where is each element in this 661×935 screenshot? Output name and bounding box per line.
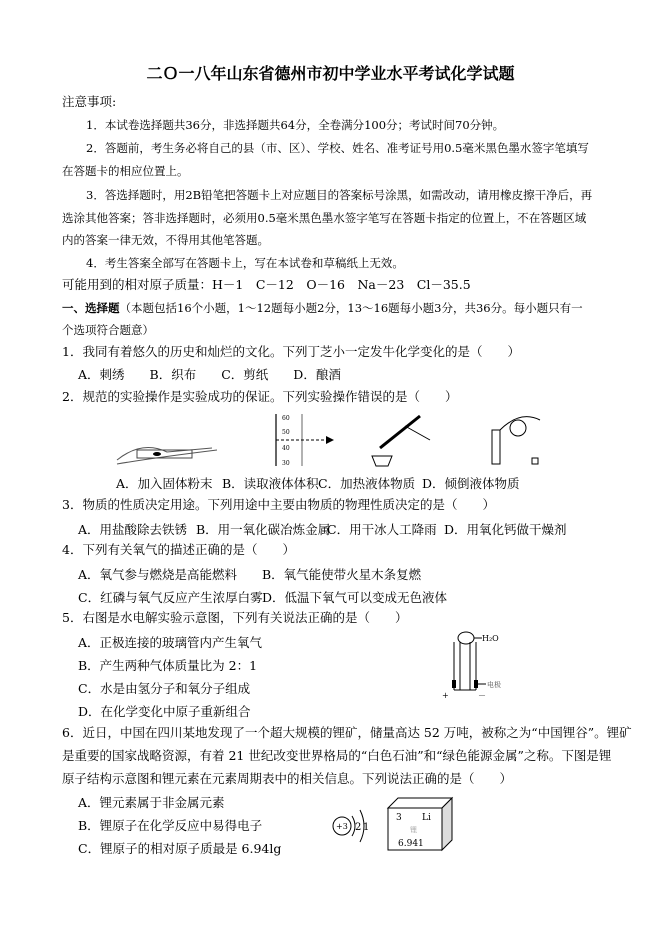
option: C．红磷与氧气反应产生浓厚白雾 [78,590,263,605]
section-heading [62,300,583,316]
plus-label: + [442,691,449,700]
page-title: 二Ｏ一八年山东省德州市初中学业水平考试化学试题 [146,64,515,83]
electrode-label: 电极 [487,681,501,689]
section-desc-cont: 个选项符合题意） [62,323,154,337]
q3-stem: 3．物质的性质决定用途。下列用途中主要由物质的物理性质决定的是（ ） [62,497,495,512]
q2-option: A．加入固体粉末 [116,476,213,491]
notice-item: 2．答题前，考生务必将自己的县（市、区）、学校、姓名、准考证号用0.5毫米黑色墨水签字笔填写 [86,141,589,155]
pouring-liquid-figure [470,410,550,468]
element-symbol: Li [422,813,431,823]
notice-item: 1．本试卷选择题共36分，非选择题共64分，全卷满分100分；考试时间70分钟。 [86,118,505,132]
cylinder-reading-figure [264,412,344,468]
option: D．酿酒 [293,367,341,382]
notice-item: 3．答选择题时，用2B铅笔把答题卡上对应题目的答案标号涂黑，如需改动，请用橡皮擦干净后，再 [86,188,593,202]
q5-stem: 5．右图是水电解实验示意图，下列有关说法正确的是（ ） [62,610,408,625]
option: B．锂原子在化学反应中易得电子 [78,818,263,833]
tick-label: 50 [282,429,290,436]
q2-option: B．读取液体体积 [222,476,319,491]
heating-liquid-figure [360,412,440,468]
option: B．产生两种气体质量比为 2：1 [78,658,258,673]
notice-item: 4．考生答案全部写在答题卡上，写在本试卷和草稿纸上无效。 [86,256,404,270]
option: A．用盐酸除去铁锈 [78,522,188,537]
h2o-label: H₂O [482,634,499,643]
option: A．氧气参与燃烧是高能燃料 [78,567,238,582]
q1-options [78,367,341,383]
q2-stem: 2．规范的实验操作是实验成功的保证。下列实验操作错误的是（ ） [62,389,458,404]
q2-option: C．加热液体物质 [318,476,416,491]
shell-electrons: 1 [363,822,370,833]
q2-option: D．倾倒液体物质 [422,476,520,491]
q6-stem: 原子结构示意图和锂元素在元素周期表中的相关信息。下列说法正确的是（ ） [62,771,513,786]
notice-item: 选涂其他答案；答非选择题时，必须用0.5毫米黑色墨水签字笔写在答题卡指定的位置上，不在答题区域 [62,211,587,225]
option: C．用干冰人工降雨 [327,522,437,537]
tick-label: 40 [282,445,290,452]
option: A．锂元素属于非金属元素 [78,795,225,810]
q1-stem: 1．我同有着悠久的历史和灿烂的文化。下列丁芝小一定发牛化学变化的是（ ） [62,344,520,359]
section-label: 一、选择题 [62,301,120,315]
notice-item: 在答题卡的相应位置上。 [62,164,189,178]
notice-item: 内的答案一律无效，不得用其他笔答题。 [62,233,269,247]
q4-stem: 4．下列有关氧气的描述正确的是（ ） [62,542,295,557]
q6-stem: 6．近日，中国在四川某地发现了一个超大规模的锂矿，储量高达 52 万吨，被称之为“中国锂谷”。锂矿 [62,725,632,740]
option: B．氧气能使带火星木条复燃 [262,567,422,582]
option: D．在化学变化中原子重新组合 [78,704,251,719]
atomic-masses: 可能用到的相对原子质量：H－1 C－12 O－16 Na－23 Cl－35.5 [62,277,471,292]
element-cell-lithium [386,796,456,852]
option: A．正极连接的玻璃管内产生氧气 [78,635,263,650]
option: B．织布 [149,367,197,382]
option: D．用氧化钙做干燥剂 [444,522,567,537]
option: C．水是由氢分子和氧分子组成 [78,681,251,696]
atomic-mass: 6.941 [398,839,424,849]
option: C．锂原子的相对原子质最是 6.94lg [78,841,282,856]
q6-stem: 是重要的国家战略资源，有着 21 世纪改变世界格局的“白色石油”和“绿色能源金属”之称。下图是锂 [62,748,612,763]
option: C．剪纸 [221,367,269,382]
section-desc: （本题包括16个小题，1～12题每小题2分，13～16题每小题3分，共36分。每小题只有一 [119,301,583,315]
element-name: 锂 [410,826,417,834]
tick-label: 60 [282,415,290,422]
tick-label: 30 [282,460,290,467]
notice-heading: 注意事项: [62,94,117,109]
electrolysis-figure [430,628,520,700]
powder-addition-figure [112,430,222,470]
atomic-number: 3 [396,813,402,823]
shell-electrons: 2 [355,822,362,833]
minus-label: － [478,691,486,700]
lithium-atom-diagram [330,802,380,846]
option: D．低温下氧气可以变成无色液体 [262,590,448,605]
option: A．刺绣 [78,367,125,382]
nucleus-charge: +3 [336,822,348,831]
option: B．用一氧化碳冶炼金属 [196,522,331,537]
